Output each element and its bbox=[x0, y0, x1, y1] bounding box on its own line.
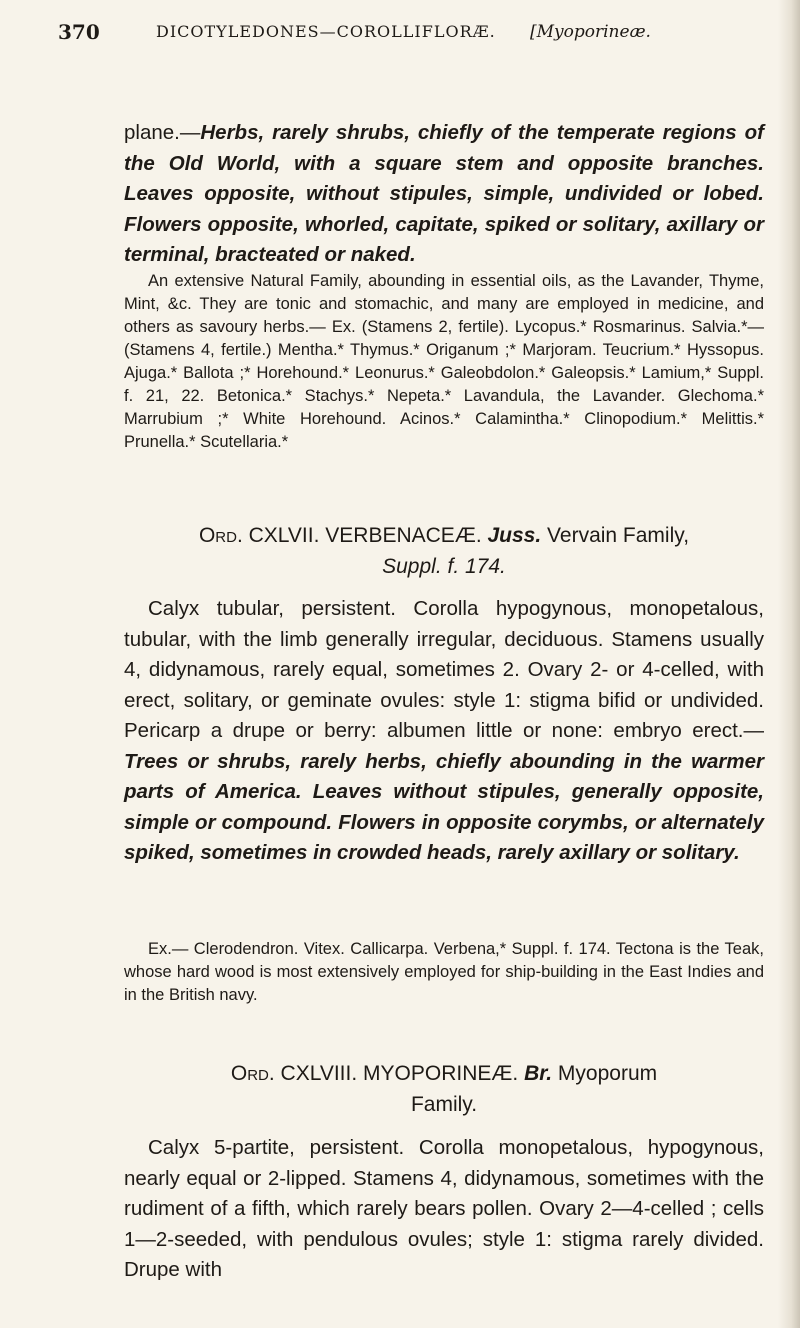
section-title: [Myoporineæ. bbox=[530, 22, 651, 42]
page-number: 370 bbox=[58, 20, 100, 44]
order-name: VERBENACEÆ. bbox=[325, 524, 482, 547]
order-common-name: Vervain Family, bbox=[547, 524, 690, 547]
running-head bbox=[58, 18, 758, 48]
order-reference: Suppl. f. 174. bbox=[382, 555, 506, 578]
running-title: DICOTYLEDONES—COROLLIFLORÆ. bbox=[156, 22, 496, 41]
page-edge-shadow bbox=[778, 0, 800, 1328]
myoporineae-description: Calyx 5-partite, persistent. Corolla monopetalous, hypogynous, nearly equal or 2-lipped. Stamens 4, didynamous, sometimes with the rudiment of a fifth, which rarely bears pollen. Ovary 2—4-celled ; cells 1—2-seeded, with pendulous ovules; style 1: stigma rarely divided. Drupe with bbox=[124, 1136, 764, 1281]
order-label: Ord. CXLVII. bbox=[198, 524, 320, 547]
order-heading-verbenaceae bbox=[124, 520, 764, 582]
order-label: Ord. CXLVIII. bbox=[230, 1062, 358, 1085]
verbenaceae-habit: Trees or shrubs, rarely herbs, chiefly abounding in the warmer parts of America. Leaves without stipules, generally opposite, simple or compound. Flowers in opposite corymbs, or alternately spiked, sometimes in crowded heads, rarely axillary or solitary. bbox=[124, 749, 764, 864]
verbenaceae-examples: Ex.— Clerodendron. Vitex. Callicarpa. Verbena,* Suppl. f. 174. Tectona is the Teak, whose hard wood is most extensively employed for ship-building in the East Indies and in the British navy. bbox=[124, 940, 764, 1004]
order-author: Juss. bbox=[487, 524, 542, 547]
labiatae-diagnosis bbox=[124, 118, 764, 271]
verbenaceae-characters: Calyx tubular, persistent. Corolla hypogynous, monopetalous, tubular, with the limb generally irregular, deciduous. Stamens usually 4, didynamous, rarely equal, sometimes 2. Ovary 2- or 4-celled, with erect, solitary, or geminate ovules: style 1: stigma bifid or undivided. Pericarp a drupe or berry: albumen little or none: embryo erect.— bbox=[124, 597, 764, 742]
diagnosis-text: Herbs, rarely shrubs, chiefly of the temperate regions of the Old World, with a square stem and opposite branches. Leaves opposite, without stipules, simple, undivided or lobed. Flowers opposite, whorled, capitate, spiked or solitary, axillary or terminal, bracteated or naked. bbox=[124, 121, 764, 266]
order-common-name-cont: Family. bbox=[410, 1093, 478, 1116]
order-common-name: Myoporum bbox=[557, 1062, 658, 1085]
order-author: Br. bbox=[524, 1062, 553, 1085]
order-name: MYOPORINEÆ. bbox=[363, 1062, 519, 1085]
verbenaceae-description bbox=[124, 594, 764, 869]
order-heading-myoporineae bbox=[124, 1058, 764, 1120]
labiatae-notes: An extensive Natural Family, abounding in essential oils, as the Lavander, Thyme, Mint, &c. They are tonic and stomachic, and many are employed in medicine, and others as savoury herbs.— Ex. (Stamens 2, fertile). Lycopus.* Rosmarinus. Salvia.*— (Stamens 4, fertile.) Mentha.* Thymus.* Origanum ;* Marjoram. Teucrium.* Hyssopus. Ajuga.* Ballota ;* Horehound.* Leonurus.* Galeobdolon.* Galeopsis.* Lamium,* Suppl. f. 21, 22. Betonica.* Stachys.* Nepeta.* Lavandula, the Lavander. Glechoma.* Marrubium ;* White Horehound. Acinos.* Calamintha.* Clinopodium.* Melittis.* Prunella.* Scutellaria.* bbox=[124, 272, 764, 451]
diagnosis-lead: plane.— bbox=[124, 121, 201, 144]
